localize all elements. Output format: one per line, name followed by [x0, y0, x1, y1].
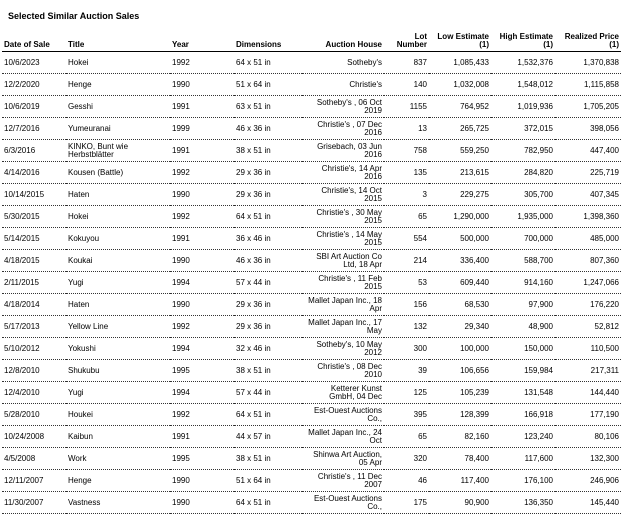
cell-realized-price: 407,345 [555, 184, 621, 206]
cell-date: 12/2/2020 [2, 74, 66, 96]
cell-title-text: Hokei [68, 58, 89, 67]
cell-dimensions: 57 x 44 in [234, 382, 302, 404]
table-row [2, 52, 621, 74]
cell-title-text: Koukai [68, 256, 93, 265]
table-row [2, 294, 621, 316]
table-row [2, 74, 621, 96]
cell-date: 5/10/2012 [2, 338, 66, 360]
cell-title [66, 338, 170, 360]
cell-auction-house-text: Christie's , 30 May 2015 [316, 208, 382, 225]
cell-date: 10/24/2008 [2, 426, 66, 448]
cell-year: 1990 [170, 250, 234, 272]
cell-auction-house-text: Christie's , 14 May 2015 [316, 230, 382, 247]
header-date: Date of Sale [2, 22, 66, 52]
cell-auction-house-text: Christie's , 11 Dec 2007 [317, 472, 382, 489]
cell-lot-number: 135 [384, 162, 429, 184]
table-row [2, 492, 621, 514]
cell-realized-price: 398,056 [555, 118, 621, 140]
cell-title-text: Gesshi [68, 102, 93, 111]
cell-lot-number: 13 [384, 118, 429, 140]
cell-low-estimate: 609,440 [429, 272, 491, 294]
table-row [2, 448, 621, 470]
cell-year: 1990 [170, 74, 234, 96]
cell-year: 1990 [170, 184, 234, 206]
table-row [2, 140, 621, 162]
cell-auction-house [302, 96, 384, 118]
cell-title-text: Kaibun [68, 432, 93, 441]
cell-date: 10/6/2019 [2, 96, 66, 118]
cell-auction-house-text: Christie's , 08 Dec 2010 [317, 362, 382, 379]
cell-year: 1992 [170, 316, 234, 338]
header-year: Year [170, 22, 234, 52]
cell-title [66, 360, 170, 382]
table-row [2, 426, 621, 448]
cell-lot-number: 837 [384, 52, 429, 74]
cell-lot-number: 125 [384, 382, 429, 404]
cell-auction-house [302, 184, 384, 206]
table-row [2, 228, 621, 250]
cell-title [66, 96, 170, 118]
cell-auction-house-text: Est-Ouest Auctions Co., [313, 494, 382, 511]
table-row [2, 162, 621, 184]
cell-title-text: Haten [68, 300, 90, 309]
cell-title [66, 250, 170, 272]
cell-year: 1994 [170, 338, 234, 360]
cell-year: 1999 [170, 118, 234, 140]
cell-auction-house [302, 140, 384, 162]
cell-date: 4/5/2008 [2, 448, 66, 470]
cell-year: 1991 [170, 96, 234, 118]
cell-dimensions: 38 x 51 in [234, 140, 302, 162]
cell-realized-price: 145,440 [555, 492, 621, 514]
cell-realized-price: 1,705,205 [555, 96, 621, 118]
header-dimensions: Dimensions [234, 22, 302, 52]
cell-auction-house [302, 470, 384, 492]
cell-date: 6/3/2016 [2, 140, 66, 162]
table-row [2, 184, 621, 206]
cell-high-estimate: 284,820 [491, 162, 555, 184]
auction-sales-table [2, 22, 621, 514]
cell-dimensions: 36 x 46 in [234, 228, 302, 250]
cell-date: 4/18/2014 [2, 294, 66, 316]
cell-low-estimate: 106,656 [429, 360, 491, 382]
header-title: Title [66, 22, 170, 52]
table-row [2, 272, 621, 294]
cell-lot-number: 46 [384, 470, 429, 492]
cell-low-estimate: 1,085,433 [429, 52, 491, 74]
cell-dimensions: 46 x 36 in [234, 118, 302, 140]
cell-low-estimate: 213,615 [429, 162, 491, 184]
table-row [2, 118, 621, 140]
cell-title-text: Yellow Line [68, 322, 109, 331]
cell-date: 12/7/2016 [2, 118, 66, 140]
cell-title-text: Henge [68, 476, 92, 485]
cell-title-text: Vastness [68, 498, 101, 507]
cell-high-estimate: 48,900 [491, 316, 555, 338]
cell-title [66, 140, 170, 162]
cell-year: 1992 [170, 206, 234, 228]
cell-date: 5/14/2015 [2, 228, 66, 250]
cell-lot-number: 758 [384, 140, 429, 162]
cell-low-estimate: 68,530 [429, 294, 491, 316]
cell-high-estimate: 372,015 [491, 118, 555, 140]
cell-auction-house [302, 294, 384, 316]
cell-date: 2/11/2015 [2, 272, 66, 294]
cell-auction-house [302, 162, 384, 184]
cell-low-estimate: 1,290,000 [429, 206, 491, 228]
cell-low-estimate: 29,340 [429, 316, 491, 338]
cell-auction-house [302, 338, 384, 360]
cell-low-estimate: 229,275 [429, 184, 491, 206]
cell-auction-house-text: Sotheby's , 06 Oct 2019 [316, 98, 382, 115]
cell-lot-number: 53 [384, 272, 429, 294]
cell-low-estimate: 78,400 [429, 448, 491, 470]
cell-auction-house [302, 382, 384, 404]
cell-lot-number: 3 [384, 184, 429, 206]
cell-title-text: Yokushi [68, 344, 96, 353]
cell-auction-house-text: Sotheby's [347, 58, 382, 67]
cell-year: 1992 [170, 162, 234, 184]
cell-high-estimate: 305,700 [491, 184, 555, 206]
cell-high-estimate: 97,900 [491, 294, 555, 316]
cell-high-estimate: 1,548,012 [491, 74, 555, 96]
cell-year: 1990 [170, 470, 234, 492]
cell-realized-price: 1,115,858 [555, 74, 621, 96]
header-realized-price: Realized Price (1) [555, 22, 621, 52]
cell-realized-price: 1,370,838 [555, 52, 621, 74]
cell-low-estimate: 764,952 [429, 96, 491, 118]
cell-auction-house [302, 448, 384, 470]
cell-low-estimate: 336,400 [429, 250, 491, 272]
cell-year: 1991 [170, 228, 234, 250]
cell-lot-number: 65 [384, 206, 429, 228]
cell-auction-house [302, 272, 384, 294]
cell-high-estimate: 123,240 [491, 426, 555, 448]
cell-title-text: Kokuyou [68, 234, 100, 243]
cell-realized-price: 246,906 [555, 470, 621, 492]
cell-auction-house [302, 118, 384, 140]
cell-auction-house-text: Christie's, 14 Apr 2016 [321, 164, 382, 181]
cell-dimensions: 46 x 36 in [234, 250, 302, 272]
cell-dimensions: 38 x 51 in [234, 360, 302, 382]
cell-realized-price: 144,440 [555, 382, 621, 404]
cell-year: 1994 [170, 272, 234, 294]
cell-lot-number: 300 [384, 338, 429, 360]
cell-auction-house [302, 206, 384, 228]
cell-year: 1990 [170, 492, 234, 514]
cell-auction-house-text: Christie's [349, 80, 382, 89]
cell-dimensions: 64 x 51 in [234, 52, 302, 74]
cell-auction-house [302, 404, 384, 426]
cell-high-estimate: 914,160 [491, 272, 555, 294]
cell-dimensions: 29 x 36 in [234, 184, 302, 206]
cell-lot-number: 140 [384, 74, 429, 96]
cell-auction-house-text: Mallet Japan Inc., 24 Oct [308, 428, 382, 445]
cell-title [66, 162, 170, 184]
table-row [2, 404, 621, 426]
cell-realized-price: 485,000 [555, 228, 621, 250]
cell-dimensions: 44 x 57 in [234, 426, 302, 448]
cell-high-estimate: 1,019,936 [491, 96, 555, 118]
cell-title-text: Haten [68, 190, 90, 199]
cell-auction-house [302, 52, 384, 74]
cell-realized-price: 80,106 [555, 426, 621, 448]
cell-year: 1991 [170, 426, 234, 448]
cell-auction-house-text: Christie's , 07 Dec 2016 [317, 120, 382, 137]
cell-date: 12/4/2010 [2, 382, 66, 404]
cell-realized-price: 176,220 [555, 294, 621, 316]
header-auction-house: Auction House [302, 22, 384, 52]
cell-high-estimate: 136,350 [491, 492, 555, 514]
cell-title [66, 206, 170, 228]
cell-year: 1995 [170, 448, 234, 470]
cell-low-estimate: 82,160 [429, 426, 491, 448]
cell-auction-house [302, 316, 384, 338]
cell-date: 12/11/2007 [2, 470, 66, 492]
cell-title [66, 448, 170, 470]
cell-low-estimate: 500,000 [429, 228, 491, 250]
cell-dimensions: 38 x 51 in [234, 448, 302, 470]
cell-year: 1992 [170, 404, 234, 426]
cell-auction-house-text: Sotheby's, 10 May 2012 [316, 340, 382, 357]
cell-title-text: Hokei [68, 212, 89, 221]
cell-low-estimate: 559,250 [429, 140, 491, 162]
cell-title [66, 272, 170, 294]
cell-auction-house [302, 74, 384, 96]
cell-high-estimate: 1,935,000 [491, 206, 555, 228]
cell-year: 1990 [170, 294, 234, 316]
cell-title-text: KINKO, Bunt wie Herbstblätter [68, 142, 129, 159]
cell-realized-price: 132,300 [555, 448, 621, 470]
header-high-estimate: High Estimate (1) [491, 22, 555, 52]
table-row [2, 382, 621, 404]
cell-dimensions: 32 x 46 in [234, 338, 302, 360]
cell-dimensions: 29 x 36 in [234, 162, 302, 184]
cell-auction-house-text: Christie's, 14 Oct 2015 [321, 186, 382, 203]
cell-realized-price: 1,398,360 [555, 206, 621, 228]
header-low-estimate: Low Estimate (1) [429, 22, 491, 52]
cell-lot-number: 65 [384, 426, 429, 448]
cell-auction-house [302, 228, 384, 250]
table-row [2, 96, 621, 118]
cell-low-estimate: 105,239 [429, 382, 491, 404]
cell-title [66, 74, 170, 96]
cell-lot-number: 395 [384, 404, 429, 426]
cell-high-estimate: 159,984 [491, 360, 555, 382]
cell-title-text: Yugi [68, 388, 84, 397]
cell-title [66, 426, 170, 448]
cell-dimensions: 64 x 51 in [234, 404, 302, 426]
cell-title-text: Yugi [68, 278, 84, 287]
cell-high-estimate: 117,600 [491, 448, 555, 470]
cell-low-estimate: 265,725 [429, 118, 491, 140]
cell-title-text: Houkei [68, 410, 93, 419]
cell-low-estimate: 100,000 [429, 338, 491, 360]
cell-date: 10/14/2015 [2, 184, 66, 206]
cell-title [66, 470, 170, 492]
cell-auction-house-text: Shinwa Art Auction, 05 Apr [313, 450, 382, 467]
table-row [2, 250, 621, 272]
cell-realized-price: 1,247,066 [555, 272, 621, 294]
cell-lot-number: 1155 [384, 96, 429, 118]
table-row [2, 316, 621, 338]
cell-dimensions: 57 x 44 in [234, 272, 302, 294]
cell-title [66, 294, 170, 316]
cell-date: 12/8/2010 [2, 360, 66, 382]
cell-lot-number: 132 [384, 316, 429, 338]
cell-title-text: Shukubu [68, 366, 100, 375]
cell-high-estimate: 131,548 [491, 382, 555, 404]
cell-auction-house-text: Christie's , 11 Feb 2015 [318, 274, 382, 291]
table-title: Selected Similar Auction Sales [8, 11, 140, 21]
cell-dimensions: 64 x 51 in [234, 206, 302, 228]
cell-low-estimate: 128,399 [429, 404, 491, 426]
cell-auction-house [302, 492, 384, 514]
cell-auction-house [302, 250, 384, 272]
cell-realized-price: 52,812 [555, 316, 621, 338]
cell-title [66, 118, 170, 140]
cell-title [66, 228, 170, 250]
cell-auction-house-text: Ketterer Kunst GmbH, 04 Dec [329, 384, 382, 401]
cell-lot-number: 156 [384, 294, 429, 316]
cell-dimensions: 63 x 51 in [234, 96, 302, 118]
cell-dimensions: 51 x 64 in [234, 470, 302, 492]
cell-realized-price: 225,719 [555, 162, 621, 184]
cell-high-estimate: 700,000 [491, 228, 555, 250]
cell-title [66, 382, 170, 404]
cell-date: 5/17/2013 [2, 316, 66, 338]
header-lot-number: Lot Number [384, 22, 429, 52]
cell-auction-house-text: Mallet Japan Inc., 17 May [308, 318, 382, 335]
cell-title [66, 404, 170, 426]
cell-auction-house-text: Mallet Japan Inc., 18 Apr [308, 296, 382, 313]
cell-date: 10/6/2023 [2, 52, 66, 74]
cell-low-estimate: 90,900 [429, 492, 491, 514]
table-row [2, 360, 621, 382]
cell-high-estimate: 588,700 [491, 250, 555, 272]
cell-lot-number: 320 [384, 448, 429, 470]
cell-lot-number: 214 [384, 250, 429, 272]
cell-year: 1991 [170, 140, 234, 162]
cell-realized-price: 177,190 [555, 404, 621, 426]
cell-date: 4/14/2016 [2, 162, 66, 184]
cell-auction-house [302, 426, 384, 448]
cell-realized-price: 110,500 [555, 338, 621, 360]
cell-dimensions: 51 x 64 in [234, 74, 302, 96]
cell-auction-house-text: SBI Art Auction Co Ltd, 18 Apr [316, 252, 382, 269]
cell-low-estimate: 117,400 [429, 470, 491, 492]
cell-title-text: Yumeuranai [68, 124, 111, 133]
table-row [2, 338, 621, 360]
table-row [2, 470, 621, 492]
table-row [2, 206, 621, 228]
cell-title-text: Work [68, 454, 87, 463]
cell-high-estimate: 166,918 [491, 404, 555, 426]
cell-low-estimate: 1,032,008 [429, 74, 491, 96]
cell-realized-price: 217,311 [555, 360, 621, 382]
cell-year: 1992 [170, 52, 234, 74]
cell-high-estimate: 782,950 [491, 140, 555, 162]
cell-dimensions: 29 x 36 in [234, 316, 302, 338]
cell-date: 5/30/2015 [2, 206, 66, 228]
cell-title [66, 492, 170, 514]
cell-auction-house [302, 360, 384, 382]
cell-date: 11/30/2007 [2, 492, 66, 514]
cell-high-estimate: 150,000 [491, 338, 555, 360]
cell-lot-number: 39 [384, 360, 429, 382]
cell-title [66, 184, 170, 206]
cell-year: 1994 [170, 382, 234, 404]
cell-high-estimate: 1,532,376 [491, 52, 555, 74]
cell-title [66, 316, 170, 338]
cell-auction-house-text: Grisebach, 03 Jun 2016 [317, 142, 382, 159]
cell-date: 4/18/2015 [2, 250, 66, 272]
cell-date: 5/28/2010 [2, 404, 66, 426]
cell-title [66, 52, 170, 74]
cell-high-estimate: 176,100 [491, 470, 555, 492]
cell-title-text: Henge [68, 80, 92, 89]
cell-year: 1995 [170, 360, 234, 382]
header-row [2, 22, 621, 52]
cell-lot-number: 554 [384, 228, 429, 250]
cell-realized-price: 807,360 [555, 250, 621, 272]
cell-title-text: Kousen (Battle) [68, 168, 124, 177]
cell-lot-number: 175 [384, 492, 429, 514]
cell-auction-house-text: Est-Ouest Auctions Co., [313, 406, 382, 423]
cell-realized-price: 447,400 [555, 140, 621, 162]
cell-dimensions: 64 x 51 in [234, 492, 302, 514]
cell-dimensions: 29 x 36 in [234, 294, 302, 316]
